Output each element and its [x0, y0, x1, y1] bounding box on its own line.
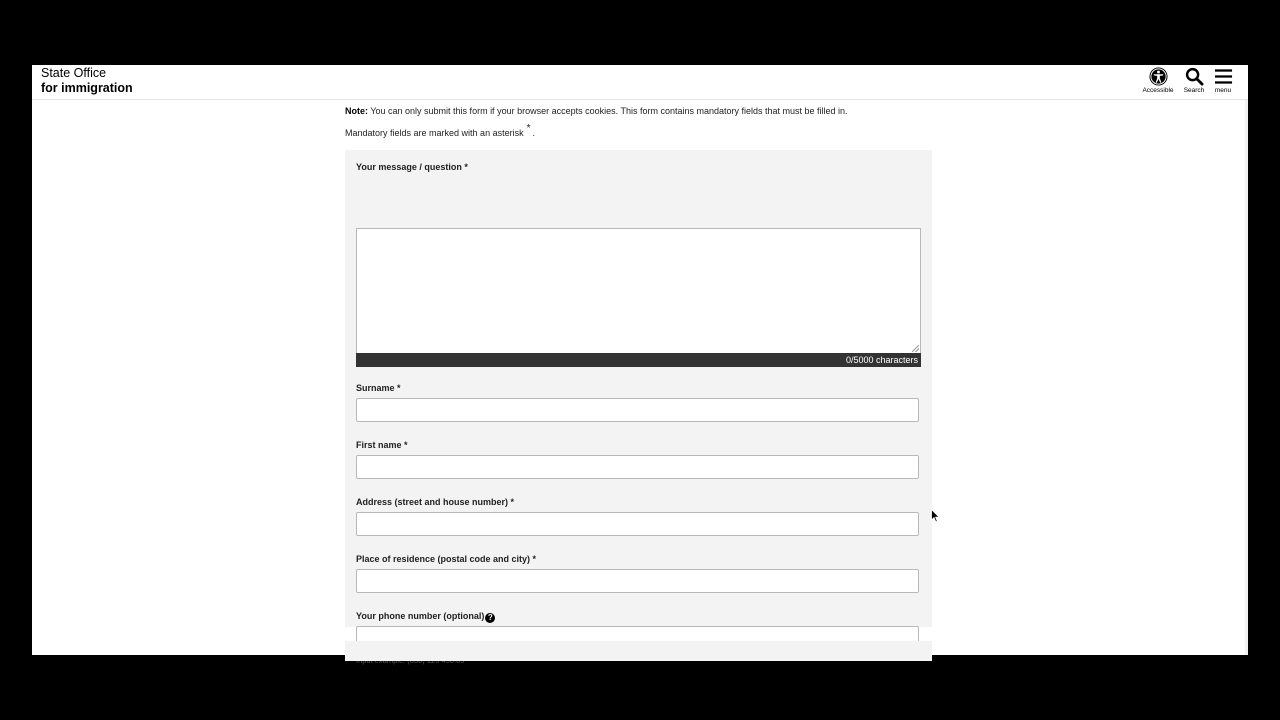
- mandatory-period: .: [532, 128, 535, 138]
- browser-viewport: [32, 65, 1248, 655]
- first-name-label: First name *: [356, 440, 408, 450]
- search-label: Search: [1183, 87, 1205, 94]
- hamburger-menu-icon: [1214, 67, 1233, 86]
- residence-label: Place of residence (postal code and city) *: [356, 554, 537, 564]
- surname-label: Surname *: [356, 383, 401, 393]
- page-scrollbar[interactable]: [1245, 100, 1248, 655]
- message-textarea[interactable]: [356, 228, 921, 354]
- character-counter: 0/5000 characters: [356, 353, 921, 367]
- site-header: [32, 65, 1248, 100]
- surname-input[interactable]: [356, 398, 919, 422]
- mandatory-text: Mandatory fields are marked with an asterisk: [345, 128, 524, 138]
- accessible-button[interactable]: [1141, 67, 1175, 97]
- menu-button[interactable]: [1206, 67, 1240, 97]
- cookie-note: [345, 106, 848, 116]
- accessibility-icon: [1149, 67, 1168, 86]
- asterisk-marker: *: [526, 123, 531, 134]
- note-prefix: Note:: [345, 106, 368, 116]
- menu-label: menu: [1214, 87, 1232, 94]
- phone-label: Your phone number (optional): [356, 611, 485, 621]
- search-icon: [1185, 67, 1204, 86]
- address-input[interactable]: [356, 512, 919, 536]
- logo-line-1: State Office: [41, 66, 107, 80]
- accessible-label: Accessible: [1142, 87, 1174, 94]
- form-panel: [345, 150, 932, 627]
- residence-input[interactable]: [356, 569, 919, 593]
- mandatory-note: [345, 123, 535, 139]
- textarea-resize-handle[interactable]: [912, 345, 919, 352]
- help-icon[interactable]: ?: [485, 613, 495, 623]
- note-text: You can only submit this form if your browser accepts cookies. This form contains mandatory fields that must be filled in.: [368, 106, 848, 116]
- phone-label-row: [356, 611, 495, 623]
- site-logo[interactable]: [41, 66, 133, 96]
- logo-line-2: for immigration: [41, 81, 133, 95]
- next-form-panel: [345, 641, 932, 661]
- address-label: Address (street and house number) *: [356, 497, 515, 507]
- message-label: Your message / question *: [356, 162, 468, 172]
- first-name-input[interactable]: [356, 455, 919, 479]
